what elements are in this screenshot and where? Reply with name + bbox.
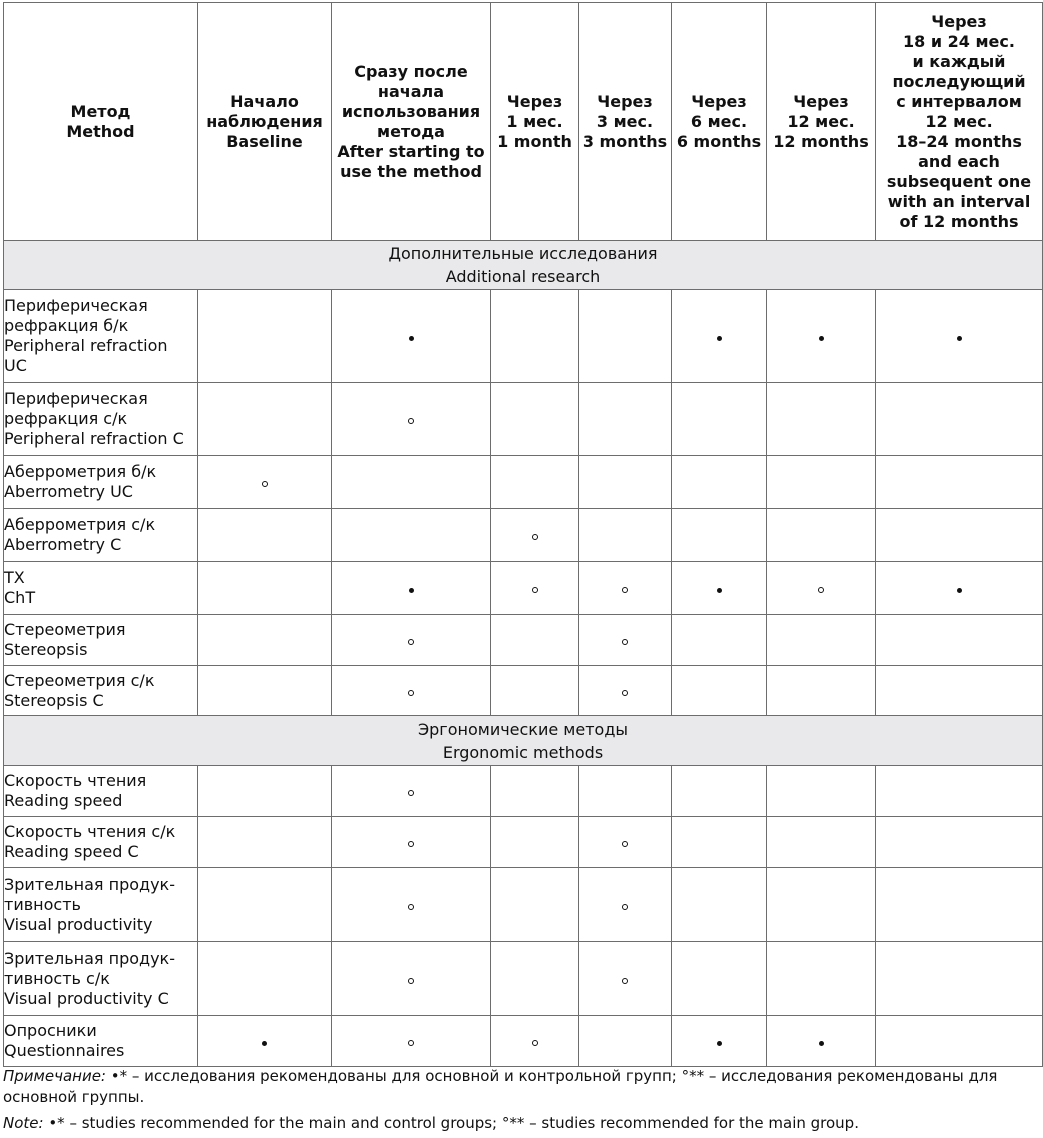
schedule-cell [491,817,579,868]
schedule-cell [767,290,876,383]
method-label [4,509,198,562]
schedule-cell [672,509,767,562]
filled-dot-marker [957,336,962,341]
column-header-line: 3 мес. [596,111,654,131]
schedule-cell [579,1016,672,1067]
column-header-line: 12 months [773,131,869,151]
column-header-line: Метод [70,101,131,121]
schedule-cell [672,766,767,817]
section-title-line: Ergonomic methods [442,742,604,762]
open-circle-marker [408,841,414,847]
column-header-line: with an interval [887,191,1031,211]
method-label-line: Visual productivity C [4,988,169,1008]
column-header-line: Baseline [226,131,303,151]
column-header-line: метода [377,121,445,141]
table-row [4,1016,1043,1067]
schedule-cell [332,868,491,942]
schedule-cell [332,290,491,383]
schedule-cell [332,766,491,817]
schedule-cell [672,1016,767,1067]
schedule-cell [491,615,579,666]
schedule-cell [876,766,1043,817]
column-header-line: Через [931,11,987,31]
schedule-cell [672,666,767,716]
column-header-6 [767,3,876,241]
column-header-2 [332,3,491,241]
method-label-line: Questionnaires [4,1041,125,1060]
open-circle-marker [622,978,628,984]
schedule-cell [672,615,767,666]
table-row [4,666,1043,716]
method-label-line: Аберрометрия с/к [4,515,156,534]
column-header-line: After starting to [337,141,485,161]
schedule-cell [767,615,876,666]
schedule-cell [767,942,876,1016]
schedule-cell [579,290,672,383]
column-header-7 [876,3,1043,241]
schedule-cell [579,868,672,942]
method-label-line: Visual productivity [4,914,153,934]
table-row [4,562,1043,615]
section-title-line: Additional research [445,267,601,286]
method-label-line: Стереометрия [4,620,126,639]
schedule-cell [491,868,579,942]
open-circle-marker [622,841,628,847]
schedule-cell [198,766,332,817]
table-row [4,766,1043,817]
schedule-cell [198,666,332,716]
note-english [3,1113,1039,1134]
column-header-line: Method [66,121,135,141]
schedule-cell [491,666,579,716]
method-label-line: Peripheral refraction [4,336,168,355]
method-label [4,666,198,716]
method-label-line: тивность [4,894,81,914]
schedule-cell [332,383,491,456]
schedule-cell [876,942,1043,1016]
schedule-cell [491,766,579,817]
schedule-cell [491,456,579,509]
method-label-line: Периферическая [4,389,148,408]
method-label-line: рефракция б/к [4,316,129,335]
column-header-line: Через [506,91,563,111]
filled-dot-marker [717,1041,722,1046]
note-russian [3,1066,1039,1108]
schedule-cell [876,1016,1043,1067]
schedule-cell [491,509,579,562]
method-label-line: Stereopsis [4,640,88,659]
schedule-cell [767,562,876,615]
method-label-line: Зрительная продук- [4,948,175,968]
filled-dot-marker [717,588,722,593]
method-label [4,942,198,1016]
schedule-cell [332,817,491,868]
schedule-cell [198,562,332,615]
note-russian-text: •* – исследования рекомендованы для основной и контрольной групп; °** – исследования рекомендованы для основной группы. [3,1067,998,1106]
open-circle-marker [408,418,414,424]
column-header-0 [4,3,198,241]
schedule-cell [767,868,876,942]
section-row [4,241,1043,290]
column-header-line: 18–24 months [896,131,1022,151]
schedule-cell [198,615,332,666]
method-label [4,290,198,383]
schedule-cell [332,666,491,716]
method-label-line: Скорость чтения [4,771,147,790]
method-label [4,1016,198,1067]
column-header-line: 1 мес. [506,111,563,131]
schedule-cell [767,817,876,868]
method-label-line: Зрительная продук- [4,874,175,894]
schedule-cell [876,817,1043,868]
schedule-cell [579,615,672,666]
column-header-line: 12 мес. [787,111,855,131]
column-header-line: 6 мес. [690,111,748,131]
schedule-cell [198,290,332,383]
column-header-line: subsequent one [886,171,1032,191]
method-label-line: Reading speed [4,791,123,810]
schedule-cell [767,509,876,562]
open-circle-marker [408,790,414,796]
schedule-cell [876,290,1043,383]
open-circle-marker [622,690,628,696]
filled-dot-marker [262,1041,267,1046]
schedule-cell [876,868,1043,942]
column-header-line: использования [341,101,481,121]
table-row [4,509,1043,562]
filled-dot-marker [819,336,824,341]
method-label-line: Stereopsis C [4,690,104,710]
schedule-cell [767,1016,876,1067]
note-english-label: Note: [3,1114,44,1132]
schedule-cell [491,1016,579,1067]
schedule-cell [876,666,1043,716]
column-header-line: 1 month [497,131,572,151]
column-header-1 [198,3,332,241]
schedule-cell [579,942,672,1016]
schedule-cell [672,942,767,1016]
schedule-cell [332,562,491,615]
schedule-table [3,2,1043,1067]
schedule-cell [876,456,1043,509]
open-circle-marker [532,587,538,593]
schedule-cell [491,562,579,615]
method-label-line: Стереометрия с/к [4,670,155,690]
column-header-line: наблюдения [206,111,323,131]
note-english-text: •* – studies recommended for the main and control groups; °** – studies recommended for the main group. [43,1114,859,1132]
column-header-line: Через [793,91,849,111]
filled-dot-marker [819,1041,824,1046]
method-label-line: тивность с/к [4,968,110,988]
open-circle-marker [408,978,414,984]
method-label-line: Aberrometry C [4,535,122,554]
method-label-line: Peripheral refraction C [4,429,184,448]
table-row [4,290,1043,383]
open-circle-marker [818,587,824,593]
schedule-cell [198,942,332,1016]
schedule-cell [332,942,491,1016]
schedule-cell [579,766,672,817]
open-circle-marker [622,904,628,910]
filled-dot-marker [957,588,962,593]
filled-dot-marker [409,336,414,341]
section-title-line: Эргономические методы [417,719,629,739]
open-circle-marker [408,904,414,910]
note-russian-label: Примечание: [3,1067,106,1085]
column-header-line: 18 и 24 мес. [903,31,1015,51]
schedule-cell [876,615,1043,666]
method-label [4,817,198,868]
schedule-cell [491,942,579,1016]
section-row [4,716,1043,766]
schedule-cell [579,456,672,509]
open-circle-marker [532,1040,538,1046]
method-label [4,868,198,942]
column-header-line: 6 months [676,131,762,151]
column-header-line: и каждый [912,51,1006,71]
open-circle-marker [622,639,628,645]
method-label [4,383,198,456]
schedule-cell [767,383,876,456]
section-title [4,241,1043,290]
schedule-cell [672,562,767,615]
schedule-cell [767,666,876,716]
schedule-cell [767,456,876,509]
method-label-line: рефракция с/к [4,409,128,428]
column-header-line: Начало [230,91,299,111]
column-header-line: начала [377,81,445,101]
column-header-line: 12 мес. [925,111,993,131]
schedule-cell [198,383,332,456]
open-circle-marker [262,481,268,487]
schedule-cell [672,817,767,868]
filled-dot-marker [717,336,722,341]
section-title [4,716,1043,766]
column-header-line: Через [597,91,653,111]
schedule-cell [579,383,672,456]
open-circle-marker [532,534,538,540]
schedule-cell [491,290,579,383]
table-row [4,456,1043,509]
open-circle-marker [622,587,628,593]
schedule-cell [491,383,579,456]
schedule-cell [332,509,491,562]
schedule-cell [672,383,767,456]
method-label-line: Reading speed C [4,842,139,861]
column-header-4 [579,3,672,241]
schedule-cell [672,290,767,383]
table-row [4,615,1043,666]
column-header-5 [672,3,767,241]
column-header-line: последующий [892,71,1026,91]
open-circle-marker [408,1040,414,1046]
schedule-cell [332,1016,491,1067]
open-circle-marker [408,690,414,696]
schedule-cell [579,562,672,615]
method-label-line: Скорость чтения с/к [4,822,176,841]
column-header-line: and each [918,151,1000,171]
method-label-line: Периферическая [4,296,148,315]
schedule-cell [579,666,672,716]
schedule-cell [876,509,1043,562]
section-title-line: Дополнительные исследования [388,244,658,263]
schedule-cell [876,383,1043,456]
method-label-line: Aberrometry UC [4,482,133,501]
schedule-cell [767,766,876,817]
table-row [4,868,1043,942]
schedule-cell [579,817,672,868]
method-label-line: Опросники [4,1021,97,1040]
schedule-cell [198,817,332,868]
method-label-line: UC [4,356,27,375]
method-label [4,562,198,615]
schedule-cell [672,868,767,942]
table-row [4,817,1043,868]
schedule-cell [198,1016,332,1067]
column-header-line: Сразу после [354,61,468,81]
column-header-line: 3 months [582,131,668,151]
schedule-cell [332,615,491,666]
method-label [4,766,198,817]
column-header-line: с интервалом [896,91,1022,111]
open-circle-marker [408,639,414,645]
filled-dot-marker [409,588,414,593]
column-header-3 [491,3,579,241]
schedule-cell [579,509,672,562]
column-header-line: use the method [340,161,482,181]
schedule-cell [672,456,767,509]
table-body [4,241,1043,1067]
column-header-line: of 12 months [899,211,1019,231]
schedule-cell [198,509,332,562]
method-label-line: ТХ [4,568,25,587]
schedule-cell [198,868,332,942]
table-row [4,942,1043,1016]
schedule-cell [876,562,1043,615]
method-label [4,615,198,666]
method-label [4,456,198,509]
schedule-cell [332,456,491,509]
table-header [4,3,1043,241]
column-header-line: Через [691,91,747,111]
method-label-line: Аберрометрия б/к [4,462,157,481]
schedule-cell [198,456,332,509]
table-row [4,383,1043,456]
method-label-line: ChT [4,588,36,607]
